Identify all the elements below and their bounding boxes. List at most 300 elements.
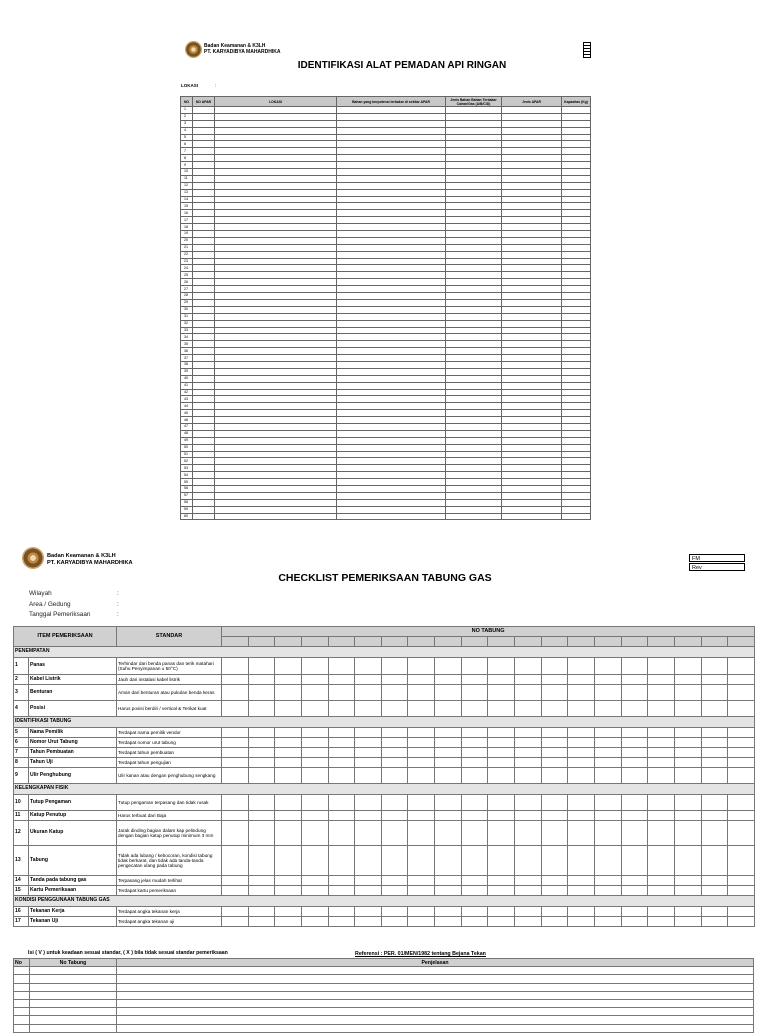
check-cell[interactable]: [594, 738, 621, 748]
check-cell[interactable]: [728, 758, 755, 768]
check-cell[interactable]: [515, 658, 542, 675]
check-cell[interactable]: [435, 907, 462, 917]
check-cell[interactable]: [594, 876, 621, 886]
check-cell[interactable]: [328, 907, 355, 917]
check-cell[interactable]: [461, 907, 488, 917]
notes-cell[interactable]: [30, 967, 117, 975]
check-cell[interactable]: [488, 795, 515, 811]
check-cell[interactable]: [355, 795, 382, 811]
check-cell[interactable]: [355, 917, 382, 927]
check-cell[interactable]: [301, 907, 328, 917]
notes-cell[interactable]: [117, 1016, 754, 1024]
check-cell[interactable]: [408, 907, 435, 917]
check-cell[interactable]: [381, 748, 408, 758]
check-cell[interactable]: [648, 701, 675, 717]
check-cell[interactable]: [674, 811, 701, 821]
check-cell[interactable]: [541, 675, 568, 685]
notes-cell[interactable]: [14, 1016, 30, 1024]
check-cell[interactable]: [674, 748, 701, 758]
check-cell[interactable]: [435, 685, 462, 701]
tabung-number-cell[interactable]: [435, 637, 462, 647]
check-cell[interactable]: [621, 876, 648, 886]
check-cell[interactable]: [408, 701, 435, 717]
check-cell[interactable]: [648, 795, 675, 811]
check-cell[interactable]: [674, 738, 701, 748]
check-cell[interactable]: [222, 768, 249, 784]
check-cell[interactable]: [381, 876, 408, 886]
check-cell[interactable]: [435, 768, 462, 784]
check-cell[interactable]: [248, 738, 275, 748]
check-cell[interactable]: [648, 675, 675, 685]
check-cell[interactable]: [568, 658, 595, 675]
notes-cell[interactable]: [117, 983, 754, 991]
check-cell[interactable]: [648, 846, 675, 876]
notes-cell[interactable]: [14, 975, 30, 983]
check-cell[interactable]: [328, 728, 355, 738]
check-cell[interactable]: [328, 685, 355, 701]
check-cell[interactable]: [461, 728, 488, 738]
notes-cell[interactable]: [14, 983, 30, 991]
check-cell[interactable]: [328, 917, 355, 927]
tabung-number-cell[interactable]: [328, 637, 355, 647]
check-cell[interactable]: [701, 738, 728, 748]
check-cell[interactable]: [222, 738, 249, 748]
check-cell[interactable]: [381, 768, 408, 784]
check-cell[interactable]: [515, 886, 542, 896]
check-cell[interactable]: [594, 685, 621, 701]
check-cell[interactable]: [222, 821, 249, 846]
check-cell[interactable]: [301, 821, 328, 846]
check-cell[interactable]: [248, 795, 275, 811]
check-cell[interactable]: [355, 738, 382, 748]
check-cell[interactable]: [381, 907, 408, 917]
check-cell[interactable]: [594, 658, 621, 675]
check-cell[interactable]: [248, 768, 275, 784]
tabung-number-cell[interactable]: [594, 637, 621, 647]
check-cell[interactable]: [728, 658, 755, 675]
check-cell[interactable]: [701, 685, 728, 701]
tabung-number-cell[interactable]: [301, 637, 328, 647]
tabung-number-cell[interactable]: [648, 637, 675, 647]
check-cell[interactable]: [674, 758, 701, 768]
check-cell[interactable]: [701, 675, 728, 685]
check-cell[interactable]: [621, 701, 648, 717]
notes-cell[interactable]: [30, 983, 117, 991]
check-cell[interactable]: [408, 728, 435, 738]
check-cell[interactable]: [461, 795, 488, 811]
check-cell[interactable]: [248, 886, 275, 896]
check-cell[interactable]: [541, 658, 568, 675]
check-cell[interactable]: [248, 846, 275, 876]
tabung-number-cell[interactable]: [222, 637, 249, 647]
check-cell[interactable]: [488, 738, 515, 748]
tabung-number-cell[interactable]: [248, 637, 275, 647]
check-cell[interactable]: [728, 886, 755, 896]
check-cell[interactable]: [248, 917, 275, 927]
check-cell[interactable]: [435, 886, 462, 896]
check-cell[interactable]: [541, 917, 568, 927]
check-cell[interactable]: [275, 846, 302, 876]
check-cell[interactable]: [541, 738, 568, 748]
check-cell[interactable]: [461, 768, 488, 784]
check-cell[interactable]: [408, 685, 435, 701]
check-cell[interactable]: [488, 658, 515, 675]
check-cell[interactable]: [222, 886, 249, 896]
notes-cell[interactable]: [30, 975, 117, 983]
check-cell[interactable]: [248, 728, 275, 738]
check-cell[interactable]: [568, 886, 595, 896]
check-cell[interactable]: [248, 876, 275, 886]
check-cell[interactable]: [435, 738, 462, 748]
check-cell[interactable]: [408, 748, 435, 758]
check-cell[interactable]: [728, 907, 755, 917]
check-cell[interactable]: [515, 907, 542, 917]
tabung-number-cell[interactable]: [568, 637, 595, 647]
check-cell[interactable]: [381, 675, 408, 685]
check-cell[interactable]: [594, 917, 621, 927]
check-cell[interactable]: [728, 738, 755, 748]
check-cell[interactable]: [328, 821, 355, 846]
check-cell[interactable]: [408, 821, 435, 846]
check-cell[interactable]: [701, 821, 728, 846]
check-cell[interactable]: [541, 768, 568, 784]
check-cell[interactable]: [222, 907, 249, 917]
check-cell[interactable]: [568, 748, 595, 758]
check-cell[interactable]: [621, 886, 648, 896]
check-cell[interactable]: [222, 811, 249, 821]
check-cell[interactable]: [488, 675, 515, 685]
check-cell[interactable]: [275, 658, 302, 675]
check-cell[interactable]: [248, 675, 275, 685]
check-cell[interactable]: [515, 821, 542, 846]
check-cell[interactable]: [674, 886, 701, 896]
check-cell[interactable]: [594, 795, 621, 811]
check-cell[interactable]: [728, 811, 755, 821]
check-cell[interactable]: [355, 907, 382, 917]
check-cell[interactable]: [355, 701, 382, 717]
check-cell[interactable]: [248, 701, 275, 717]
check-cell[interactable]: [568, 846, 595, 876]
check-cell[interactable]: [648, 685, 675, 701]
check-cell[interactable]: [701, 768, 728, 784]
check-cell[interactable]: [621, 846, 648, 876]
check-cell[interactable]: [594, 811, 621, 821]
check-cell[interactable]: [222, 758, 249, 768]
check-cell[interactable]: [594, 748, 621, 758]
check-cell[interactable]: [328, 811, 355, 821]
check-cell[interactable]: [515, 917, 542, 927]
check-cell[interactable]: [328, 701, 355, 717]
check-cell[interactable]: [275, 758, 302, 768]
check-cell[interactable]: [621, 917, 648, 927]
check-cell[interactable]: [461, 821, 488, 846]
check-cell[interactable]: [248, 748, 275, 758]
check-cell[interactable]: [301, 748, 328, 758]
tabung-number-cell[interactable]: [621, 637, 648, 647]
check-cell[interactable]: [488, 846, 515, 876]
check-cell[interactable]: [328, 795, 355, 811]
check-cell[interactable]: [355, 728, 382, 738]
check-cell[interactable]: [408, 917, 435, 927]
check-cell[interactable]: [648, 758, 675, 768]
check-cell[interactable]: [408, 738, 435, 748]
check-cell[interactable]: [248, 685, 275, 701]
check-cell[interactable]: [621, 758, 648, 768]
check-cell[interactable]: [568, 917, 595, 927]
check-cell[interactable]: [381, 758, 408, 768]
check-cell[interactable]: [461, 811, 488, 821]
tabung-number-cell[interactable]: [541, 637, 568, 647]
tabung-number-cell[interactable]: [408, 637, 435, 647]
check-cell[interactable]: [275, 701, 302, 717]
check-cell[interactable]: [408, 795, 435, 811]
check-cell[interactable]: [648, 907, 675, 917]
check-cell[interactable]: [408, 658, 435, 675]
check-cell[interactable]: [435, 758, 462, 768]
check-cell[interactable]: [541, 886, 568, 896]
check-cell[interactable]: [728, 917, 755, 927]
check-cell[interactable]: [248, 907, 275, 917]
check-cell[interactable]: [648, 886, 675, 896]
check-cell[interactable]: [275, 917, 302, 927]
check-cell[interactable]: [275, 907, 302, 917]
check-cell[interactable]: [408, 768, 435, 784]
check-cell[interactable]: [701, 811, 728, 821]
check-cell[interactable]: [621, 748, 648, 758]
check-cell[interactable]: [488, 876, 515, 886]
check-cell[interactable]: [674, 728, 701, 738]
check-cell[interactable]: [301, 758, 328, 768]
check-cell[interactable]: [408, 846, 435, 876]
check-cell[interactable]: [301, 701, 328, 717]
check-cell[interactable]: [568, 821, 595, 846]
check-cell[interactable]: [328, 886, 355, 896]
check-cell[interactable]: [621, 821, 648, 846]
check-cell[interactable]: [381, 846, 408, 876]
check-cell[interactable]: [435, 821, 462, 846]
check-cell[interactable]: [621, 658, 648, 675]
tabung-number-cell[interactable]: [355, 637, 382, 647]
check-cell[interactable]: [621, 728, 648, 738]
check-cell[interactable]: [701, 846, 728, 876]
check-cell[interactable]: [355, 748, 382, 758]
check-cell[interactable]: [301, 675, 328, 685]
check-cell[interactable]: [301, 738, 328, 748]
check-cell[interactable]: [541, 811, 568, 821]
tabung-number-cell[interactable]: [461, 637, 488, 647]
check-cell[interactable]: [541, 795, 568, 811]
check-cell[interactable]: [674, 675, 701, 685]
check-cell[interactable]: [701, 876, 728, 886]
check-cell[interactable]: [488, 821, 515, 846]
check-cell[interactable]: [301, 685, 328, 701]
tabung-number-cell[interactable]: [728, 637, 755, 647]
check-cell[interactable]: [621, 675, 648, 685]
check-cell[interactable]: [381, 685, 408, 701]
check-cell[interactable]: [515, 748, 542, 758]
check-cell[interactable]: [355, 846, 382, 876]
check-cell[interactable]: [328, 876, 355, 886]
check-cell[interactable]: [275, 768, 302, 784]
check-cell[interactable]: [648, 728, 675, 738]
check-cell[interactable]: [648, 811, 675, 821]
check-cell[interactable]: [541, 821, 568, 846]
check-cell[interactable]: [435, 795, 462, 811]
check-cell[interactable]: [222, 876, 249, 886]
check-cell[interactable]: [381, 917, 408, 927]
check-cell[interactable]: [248, 821, 275, 846]
check-cell[interactable]: [435, 658, 462, 675]
check-cell[interactable]: [328, 758, 355, 768]
check-cell[interactable]: [355, 675, 382, 685]
check-cell[interactable]: [541, 907, 568, 917]
check-cell[interactable]: [594, 768, 621, 784]
check-cell[interactable]: [594, 701, 621, 717]
check-cell[interactable]: [701, 728, 728, 738]
check-cell[interactable]: [275, 738, 302, 748]
check-cell[interactable]: [301, 768, 328, 784]
notes-cell[interactable]: [30, 991, 117, 999]
check-cell[interactable]: [301, 917, 328, 927]
check-cell[interactable]: [674, 821, 701, 846]
check-cell[interactable]: [461, 917, 488, 927]
check-cell[interactable]: [435, 748, 462, 758]
check-cell[interactable]: [648, 917, 675, 927]
check-cell[interactable]: [381, 821, 408, 846]
notes-cell[interactable]: [14, 1008, 30, 1016]
tabung-number-cell[interactable]: [701, 637, 728, 647]
check-cell[interactable]: [728, 876, 755, 886]
notes-cell[interactable]: [117, 999, 754, 1007]
tabung-number-cell[interactable]: [515, 637, 542, 647]
check-cell[interactable]: [594, 728, 621, 738]
notes-cell[interactable]: [117, 975, 754, 983]
check-cell[interactable]: [674, 846, 701, 876]
check-cell[interactable]: [728, 701, 755, 717]
check-cell[interactable]: [435, 675, 462, 685]
check-cell[interactable]: [328, 768, 355, 784]
check-cell[interactable]: [328, 675, 355, 685]
check-cell[interactable]: [728, 728, 755, 738]
check-cell[interactable]: [275, 811, 302, 821]
check-cell[interactable]: [621, 795, 648, 811]
check-cell[interactable]: [355, 758, 382, 768]
check-cell[interactable]: [541, 701, 568, 717]
check-cell[interactable]: [701, 701, 728, 717]
check-cell[interactable]: [355, 811, 382, 821]
check-cell[interactable]: [621, 811, 648, 821]
check-cell[interactable]: [355, 821, 382, 846]
notes-cell[interactable]: [30, 1024, 117, 1032]
check-cell[interactable]: [222, 685, 249, 701]
check-cell[interactable]: [701, 917, 728, 927]
check-cell[interactable]: [674, 768, 701, 784]
check-cell[interactable]: [621, 907, 648, 917]
notes-cell[interactable]: [117, 1008, 754, 1016]
check-cell[interactable]: [701, 658, 728, 675]
check-cell[interactable]: [408, 886, 435, 896]
check-cell[interactable]: [594, 846, 621, 876]
check-cell[interactable]: [355, 658, 382, 675]
check-cell[interactable]: [435, 917, 462, 927]
check-cell[interactable]: [435, 846, 462, 876]
check-cell[interactable]: [275, 886, 302, 896]
check-cell[interactable]: [541, 876, 568, 886]
check-cell[interactable]: [275, 728, 302, 738]
check-cell[interactable]: [222, 675, 249, 685]
notes-cell[interactable]: [30, 1016, 117, 1024]
check-cell[interactable]: [301, 795, 328, 811]
check-cell[interactable]: [435, 701, 462, 717]
check-cell[interactable]: [488, 701, 515, 717]
check-cell[interactable]: [355, 685, 382, 701]
check-cell[interactable]: [674, 907, 701, 917]
check-cell[interactable]: [728, 846, 755, 876]
check-cell[interactable]: [461, 685, 488, 701]
check-cell[interactable]: [728, 748, 755, 758]
check-cell[interactable]: [381, 658, 408, 675]
check-cell[interactable]: [328, 738, 355, 748]
check-cell[interactable]: [515, 685, 542, 701]
check-cell[interactable]: [568, 685, 595, 701]
check-cell[interactable]: [515, 728, 542, 738]
check-cell[interactable]: [488, 768, 515, 784]
tabung-number-cell[interactable]: [674, 637, 701, 647]
check-cell[interactable]: [701, 907, 728, 917]
check-cell[interactable]: [674, 795, 701, 811]
check-cell[interactable]: [648, 658, 675, 675]
check-cell[interactable]: [541, 748, 568, 758]
check-cell[interactable]: [408, 811, 435, 821]
check-cell[interactable]: [222, 846, 249, 876]
notes-cell[interactable]: [14, 967, 30, 975]
notes-cell[interactable]: [117, 1024, 754, 1032]
check-cell[interactable]: [488, 728, 515, 738]
check-cell[interactable]: [381, 701, 408, 717]
check-cell[interactable]: [728, 675, 755, 685]
check-cell[interactable]: [301, 876, 328, 886]
check-cell[interactable]: [435, 728, 462, 738]
check-cell[interactable]: [355, 876, 382, 886]
check-cell[interactable]: [488, 907, 515, 917]
check-cell[interactable]: [381, 728, 408, 738]
check-cell[interactable]: [408, 876, 435, 886]
check-cell[interactable]: [461, 876, 488, 886]
check-cell[interactable]: [594, 821, 621, 846]
check-cell[interactable]: [408, 758, 435, 768]
check-cell[interactable]: [515, 675, 542, 685]
check-cell[interactable]: [701, 748, 728, 758]
check-cell[interactable]: [328, 658, 355, 675]
check-cell[interactable]: [621, 738, 648, 748]
check-cell[interactable]: [674, 917, 701, 927]
check-cell[interactable]: [275, 675, 302, 685]
check-cell[interactable]: [568, 907, 595, 917]
check-cell[interactable]: [515, 758, 542, 768]
check-cell[interactable]: [222, 748, 249, 758]
check-cell[interactable]: [301, 811, 328, 821]
check-cell[interactable]: [328, 748, 355, 758]
check-cell[interactable]: [488, 886, 515, 896]
check-cell[interactable]: [461, 758, 488, 768]
check-cell[interactable]: [381, 795, 408, 811]
check-cell[interactable]: [515, 795, 542, 811]
tabung-number-cell[interactable]: [488, 637, 515, 647]
tabung-number-cell[interactable]: [275, 637, 302, 647]
check-cell[interactable]: [381, 886, 408, 896]
check-cell[interactable]: [728, 768, 755, 784]
notes-cell[interactable]: [117, 967, 754, 975]
